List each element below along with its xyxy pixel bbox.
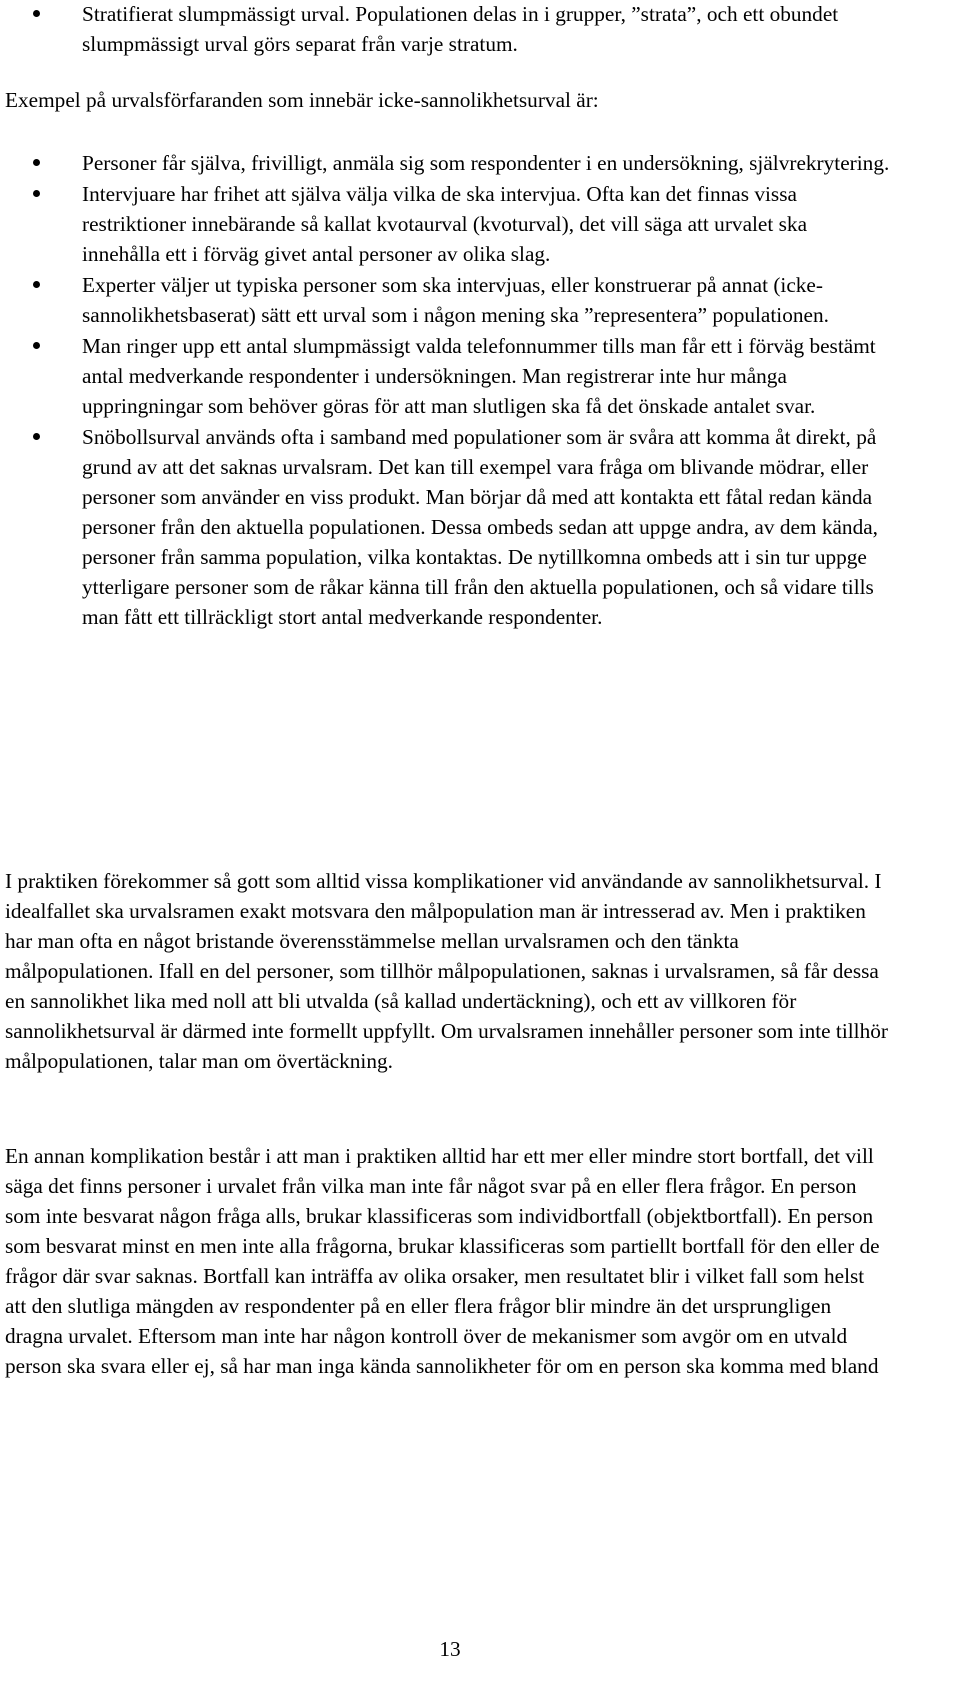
- page-number: 13: [439, 1637, 461, 1661]
- bullet-list-non-probability: [0, 148, 890, 633]
- body-paragraph: I praktiken förekommer så gott som alltid vissa komplikationer vid användande av sannolikhetsurval. I idealfallet ska urvalsramen exakt motsvara den målpopulation man är intresserad av. Men i praktiken har man ofta en något bristande överensstämmelse mellan urvalsramen och den tänkta målpopulationen. Ifall en del personer, som tillhör målpopulationen, saknas i urvalsramen, så får dessa en sannolikhet lika med noll att bli utvalda (så kallad undertäckning), och ett av villkoren för sannolikhetsurval är därmed inte formellt uppfyllt. Om urvalsramen innehåller personer som inte tillhör målpopulationen, talar man om övertäckning.: [5, 869, 888, 1073]
- bullet-item: Stratifierat slumpmässigt urval. Populationen delas in i grupper, ”strata”, och ett obundet slumpmässigt urval görs separat från varje stratum.: [0, 0, 890, 59]
- bullet-item: Experter väljer ut typiska personer som ska intervjuas, eller konstruerar på annat (icke-sannolikhetsbaserat) sätt ett urval som i någon mening ska ”representera” populationen.: [0, 270, 890, 330]
- bullet-item: Intervjuare har frihet att själva välja vilka de ska intervjua. Ofta kan det finnas vissa restriktioner innebärande så kallat kvotaurval (kvoturval), det vill säga att urvalet ska innehålla ett i förväg givet antal personer av olika slag.: [0, 179, 890, 269]
- list-intro-text: Exempel på urvalsförfaranden som innebär icke-sannolikhetsurval är:: [5, 88, 599, 112]
- bullet-item: Snöbollsurval används ofta i samband med populationer som är svåra att komma åt direkt, på grund av att det saknas urvalsram. Det kan till exempel vara fråga om blivande mödrar, eller personer som använder en viss produkt. Man börjar då med att kontakta ett fåtal redan kända personer från den aktuella populationen. Dessa ombeds sedan att uppge andra, av dem kända, personer från samma population, vilka kontaktas. De nytillkomna ombeds att i sin tur uppge ytterligare personer som de råkar känna till från den aktuella populationen, och så vidare tills man fått ett tillräckligt stort antal medverkande respondenter.: [0, 422, 890, 632]
- bullet-list-sampling-methods: [0, 0, 890, 60]
- bullet-item: Man ringer upp ett antal slumpmässigt valda telefonnummer tills man får ett i förväg bestämt antal medverkande respondenter i undersökningen. Man registrerar inte hur många uppringningar som behöver göras för att man slutligen ska få det önskade antalet svar.: [0, 331, 890, 421]
- body-paragraph: En annan komplikation består i att man i praktiken alltid har ett mer eller mindre stort bortfall, det vill säga det finns personer i urvalet från vilka man inte får något svar på en eller flera frågor. En person som inte besvarat någon fråga alls, brukar klassificeras som individbortfall (objektbortfall). En person som besvarat minst en men inte alla frågorna, brukar klassificeras som partiellt bortfall för den eller de frågor där svar saknas. Bortfall kan inträffa av olika orsaker, men resultatet blir i vilket fall som helst att den slutliga mängden av respondenter på en eller flera frågor blir mindre än det ursprungligen dragna urvalet. Eftersom man inte har någon kontroll över de mekanismer som avgör om en utvald person ska svara eller ej, så har man inga kända sannolikheter för om en person ska komma med bland: [5, 1144, 880, 1378]
- bullet-item: Personer får själva, frivilligt, anmäla sig som respondenter i en undersökning, självrekrytering.: [0, 148, 890, 178]
